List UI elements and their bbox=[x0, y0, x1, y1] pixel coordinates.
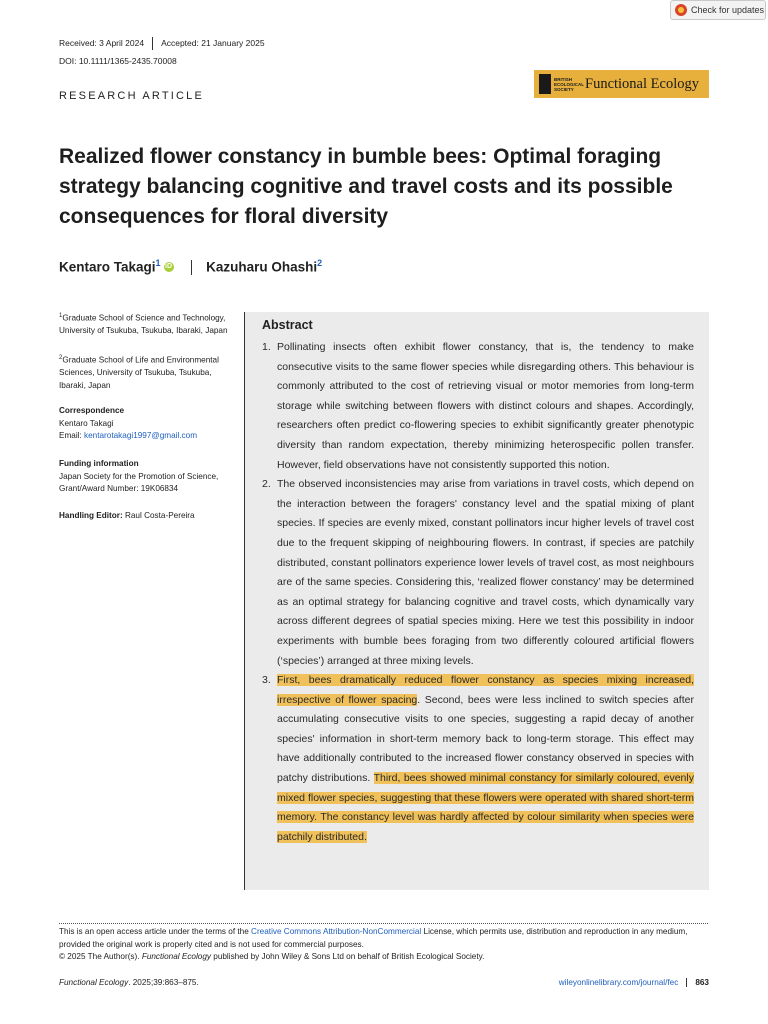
abstract-item-number: 1. bbox=[262, 341, 271, 353]
handling-editor: Handling Editor: Raul Costa-Pereira bbox=[59, 511, 195, 520]
footer-citation: Functional Ecology. 2025;39:863–875. bbox=[59, 978, 199, 987]
correspondence: Correspondence Kentaro Takagi Email: kentarotakagi1997@gmail.com bbox=[59, 406, 198, 440]
email-link[interactable]: kentarotakagi1997@gmail.com bbox=[84, 431, 198, 440]
correspondence-name: Kentaro Takagi bbox=[59, 418, 114, 428]
check-for-updates-label: Check for updates bbox=[691, 5, 765, 15]
check-for-updates-button[interactable] bbox=[670, 0, 766, 20]
funding-heading: Funding information bbox=[59, 459, 139, 468]
footnote-divider bbox=[59, 923, 708, 924]
article-type: RESEARCH ARTICLE bbox=[59, 90, 205, 102]
received-date: Received: 3 April 2024 bbox=[59, 37, 145, 48]
author-affiliation-sup[interactable]: 1 bbox=[155, 258, 161, 268]
divider bbox=[152, 37, 153, 50]
page-number: 863 bbox=[686, 978, 709, 987]
funding-text: Japan Society for the Promotion of Science, Grant/Award Number: 19K06834 bbox=[59, 471, 219, 493]
society-logo-icon bbox=[539, 74, 551, 94]
divider bbox=[191, 260, 192, 275]
footer-right bbox=[559, 978, 709, 987]
author-name[interactable]: Kentaro Takagi bbox=[59, 259, 156, 275]
abstract-item bbox=[262, 475, 694, 671]
license-text: This is an open access article under the terms of the Creative Commons Attribution-NonCommercial License, which permits use, distribution and reproduction in any medium, provided the original work is properly cited and is not used for commercial purposes. © 2025 The Author(s). Functional Ecology published by John Wiley & Sons Ltd on behalf of British Ecological Society. bbox=[59, 927, 688, 961]
journal-url-link[interactable]: wileyonlinelibrary.com/journal/fec bbox=[558, 978, 679, 987]
affiliation-2: $^2$Graduate School of Life and Environmental Sciences, University of Tsukuba, Tsukuba, Ibaraki, Japan bbox=[59, 355, 219, 390]
abstract-item-number: 3. bbox=[262, 674, 271, 687]
abstract-text: Pollinating insects often exhibit flower constancy, that is, the tendency to make consecutive visits to the same flower species while disregarding others. This behaviour is commonly attributed to the cost of retrieving visual or motor memories from long-term storage while switching between flowers with distinct colours and shapes. Accordingly, researchers often predict co-flowering species to exhibit significantly greater phenotypic diversity than random expectation, thereby minimizing heterospecific pollen transfer. However, field observations have not consistently supported this notion. bbox=[277, 341, 694, 471]
funding-info bbox=[59, 458, 239, 496]
highlighted-text: First, bees dramatically reduced flower constancy as species mixing increased, irrespective of flower spacing bbox=[277, 674, 694, 706]
article-title: Realized flower constancy in bumble bees: Optimal foraging strategy balancing cognitive and travel costs and its possible consequences for floral diversity bbox=[59, 145, 673, 228]
orcid-icon[interactable]: iD bbox=[165, 262, 173, 270]
journal-logo[interactable] bbox=[534, 70, 709, 98]
abstract-list bbox=[262, 338, 694, 847]
abstract-item bbox=[262, 671, 694, 847]
abstract-text: The observed inconsistencies may arise from variations in travel costs, which depend on the interaction between the foragers' constancy level and the spatial mixing of plant species. If species are evenly mixed, constant pollinators incur higher levels of travel cost due to the frequent skipping of neighbouring flowers. In contrast, if species are patchily distributed, constant pollinators experience lower levels of travel cost, as most neighbours are of the same species. Considering this, ‘realized flower constancy’ may be determined as an optimal strategy for balancing cognitive and travel costs, which dynamically vary across different degrees of spatial species mixing. Here we test this possibility in indoor experiments with bumble bees foraging from two differently coloured artificial flowers (‘species’) arranged at three mixing levels. bbox=[277, 478, 694, 667]
affiliation-1: $^1$Graduate School of Science and Technology, University of Tsukuba, Tsukuba, Ibaraki, Japan bbox=[59, 313, 228, 336]
abstract-item bbox=[262, 338, 694, 475]
author-affiliation-sup[interactable]: 2 bbox=[317, 258, 323, 268]
cc-license-link[interactable]: Creative Commons Attribution-NonCommercial bbox=[251, 927, 422, 936]
abstract-text: . Second, bees were less inclined to switch species after accumulating consecutive visits to one species, suggesting a rapid decay of another species' information in short-term memory back to long-term storage. This effect may have additionally contributed to the increased flower constancy observed in species with patchy distributions. bbox=[277, 693, 694, 785]
highlighted-text: Third, bees showed minimal constancy for similarly coloured, evenly mixed flower species, suggesting that these flowers were operated with shared short-term memory. The constancy level was hardly affected by colour similarity when species were patchily distributed. bbox=[277, 772, 694, 843]
accepted-date: Accepted: 21 January 2025 bbox=[161, 37, 265, 48]
correspondence-heading: Correspondence bbox=[59, 406, 125, 415]
author-list bbox=[59, 258, 322, 275]
abstract-item-number: 2. bbox=[262, 478, 271, 491]
abstract-heading: Abstract bbox=[262, 318, 313, 332]
society-name: BRITISH ECOLOGICAL SOCIETY bbox=[554, 76, 584, 92]
author-name[interactable]: Kazuharu Ohashi bbox=[206, 259, 318, 275]
doi[interactable]: DOI: 10.1111/1365-2435.70008 bbox=[59, 56, 177, 66]
journal-name: Functional Ecology bbox=[585, 75, 699, 92]
dates-line bbox=[59, 37, 265, 50]
crossmark-icon bbox=[675, 4, 687, 16]
